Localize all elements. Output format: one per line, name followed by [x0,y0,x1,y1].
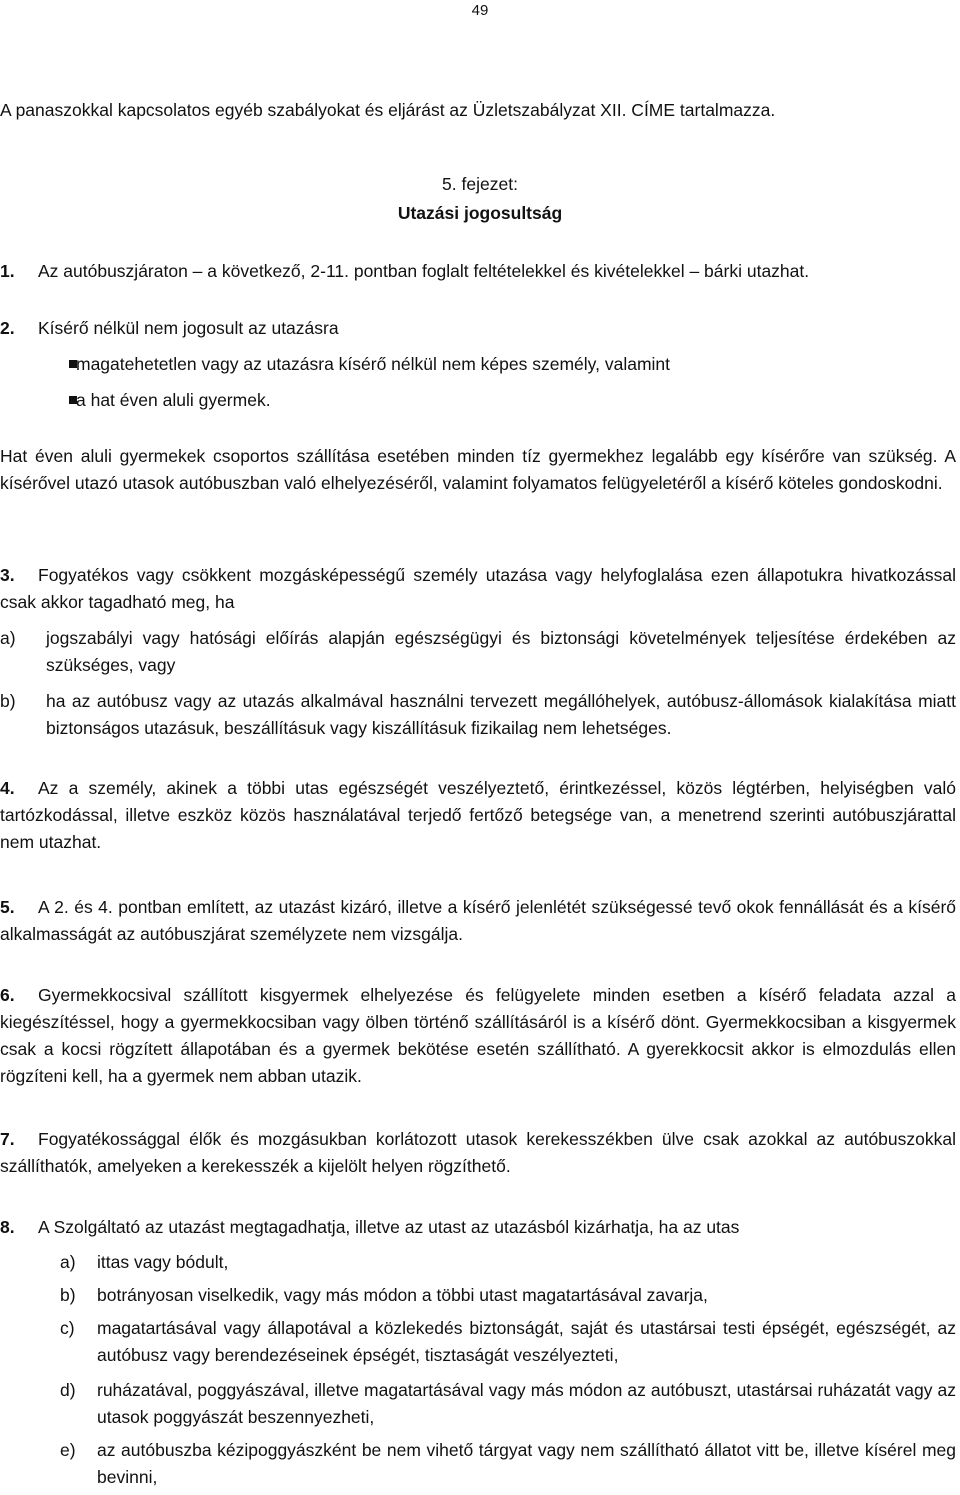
point-number: 6. [0,985,15,1005]
point-text: Kísérő nélkül nem jogosult az utazásra [38,318,339,338]
bullet-text: magatehetetlen vagy az utazásra kísérő nélkül nem képes személy, valamint [76,354,671,374]
item-text: ha az autóbusz vagy az utazás alkalmával használni tervezett megállóhelyek, autóbusz-állomások kialakítása miatt biztonságos utazásuk, beszállításuk vagy kiszállításuk fizikailag nem lehetséges. [46,691,956,738]
point-2-extra: Hat éven aluli gyermekek csoportos szállítása esetében minden tíz gyermekhez legalább egy kísérőre van szükség. A kísérővel utazó utasok autóbuszban való elhelyezéséről, valamint folyamatos felügyeletéről a kísérő köteles gondoskodni. [0,446,956,493]
point-number: 2. [0,318,15,338]
point-text: Gyermekkocsival szállított kisgyermek elhelyezése és felügyelete minden esetben a kísérő feladata azzal a kiegészítéssel, hogy a gyermekkocsiban vagy ölben történő szállításáról is a kísérő dönt. Gyermekkocsiban a kisgyermek csak a kocsi rögzített állapotában és a gyermek bekötése esetén szállítható. A gyerekkocsit akkor is elmozdulás ellen rögzíteni kell, ha a gyermek nem abban utazik. [0,985,956,1086]
item-label: b) [0,691,16,711]
item-text: az autóbuszba kézipoggyászként be nem vihető tárgyat vagy nem szállítható állatot vitt be, illetve kísérel meg bevinni, [97,1440,956,1487]
intro-paragraph: A panaszokkal kapcsolatos egyéb szabályokat és eljárást az Üzletszabályzat XII. CÍME tartalmazza. [0,100,776,120]
item-label: d) [60,1380,76,1400]
item-text: ruházatával, poggyászával, illetve magatartásával vagy más módon az autóbuszt, utastársai ruházatát vagy az utasok poggyászát beszennyezheti, [97,1380,956,1427]
point-text: Az autóbuszjáraton – a következő, 2-11. pontban foglalt feltételekkel és kivételekkel – bárki utazhat. [38,261,810,281]
list-item [0,688,956,744]
point-text: A Szolgáltató az utazást megtagadhatja, illetve az utast az utazásból kizárhatja, ha az utas [38,1217,740,1237]
point-number: 1. [0,261,15,281]
point-4 [0,775,956,856]
item-text: ittas vagy bódult, [97,1252,229,1272]
list-item [60,1282,956,1310]
list-item [60,1377,956,1433]
item-text: botrányosan viselkedik, vagy más módon a többi utast magatartásával zavarja, [97,1285,708,1305]
point-number: 7. [0,1129,15,1149]
point-3 [0,562,956,616]
item-label: a) [60,1252,76,1272]
point-text: Az a személy, akinek a többi utas egészségét veszélyeztető, érintkezéssel, közös légtérben, helyiségben való tartózkodással, illetve eszköz közös használatával terjedő fertőző betegsége van, a menetrend szerinti autóbuszjárattal nem utazhat. [0,778,956,852]
chapter-number: 5. fejezet: [442,174,518,194]
point-6 [0,982,956,1090]
list-item [60,1315,956,1371]
point-text: A 2. és 4. pontban említett, az utazást kizáró, illetve a kísérő jelenlétét szükségessé tevő okok fennállását és a kísérő alkalmasságát az autóbuszjárat személyzete nem vizsgálja. [0,897,956,944]
page-number: 49 [471,2,489,19]
bullet-text: a hat éven aluli gyermek. [76,390,271,410]
item-label: e) [60,1440,76,1460]
list-item [60,1437,956,1493]
point-number: 4. [0,778,15,798]
chapter-title: Utazási jogosultság [397,203,563,223]
list-item [0,625,956,681]
point-7 [0,1126,956,1180]
list-item [60,1249,956,1277]
item-label: c) [60,1318,75,1338]
point-number: 8. [0,1217,15,1237]
item-text: magatartásával vagy állapotával a közlekedés biztonságát, saját és utastársai testi épségét, egészségét, az autóbusz vagy berendezéseinek épségét, tisztaságát veszélyezteti, [97,1318,956,1365]
item-text: jogszabályi vagy hatósági előírás alapján egészségügyi és biztonsági követelmények teljesítése érdekében az szükséges, vagy [46,628,956,675]
point-number: 5. [0,897,15,917]
point-5 [0,894,956,948]
item-label: a) [0,628,16,648]
item-label: b) [60,1285,76,1305]
point-number: 3. [0,565,15,585]
point-text: Fogyatékossággal élők és mozgásukban korlátozott utasok kerekesszékben ülve csak azokkal az autóbuszokkal szállíthatók, amelyeken a kerekesszék a kijelölt helyen rögzíthető. [0,1129,956,1176]
point-text: Fogyatékos vagy csökkent mozgásképességű személy utazása vagy helyfoglalása ezen állapotukra hivatkozással csak akkor tagadható meg, ha [0,565,956,612]
